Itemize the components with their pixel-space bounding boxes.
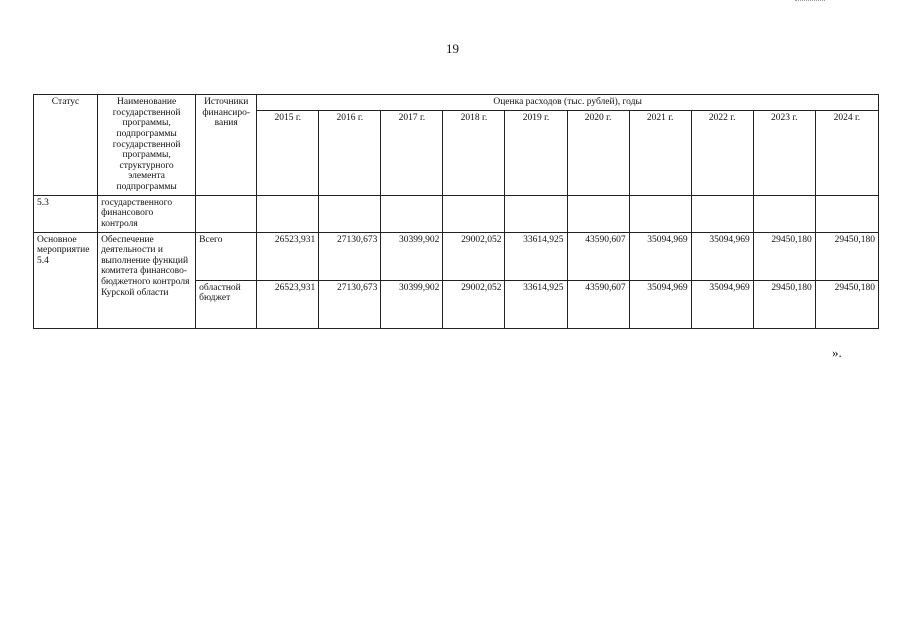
header-year: 2022 г. [691, 110, 753, 195]
value-cell: 35094,969 [691, 232, 753, 280]
table-row-5-3 [34, 195, 879, 232]
value-cell: 29002,052 [443, 280, 505, 328]
value-cell: 29450,180 [815, 232, 878, 280]
value-cell: 43590,607 [567, 232, 629, 280]
value-cell: 43590,607 [567, 280, 629, 328]
header-estimate: Оценка расходов (тыс. рублей), годы [257, 95, 879, 111]
empty-cell [381, 195, 443, 232]
header-year: 2017 г. [381, 110, 443, 195]
empty-cell [629, 195, 691, 232]
header-year: 2023 г. [753, 110, 815, 195]
value-cell: 27130,673 [319, 232, 381, 280]
header-year: 2016 г. [319, 110, 381, 195]
empty-cell [691, 195, 753, 232]
value-cell: 29450,180 [815, 280, 878, 328]
row-source: областной бюджет [196, 280, 257, 328]
value-cell: 35094,969 [691, 280, 753, 328]
value-cell: 27130,673 [319, 280, 381, 328]
header-status: Статус [34, 95, 98, 196]
empty-cell [567, 195, 629, 232]
row-name: государственного финансового контроля [98, 195, 196, 232]
header-year: 2018 г. [443, 110, 505, 195]
empty-cell [443, 195, 505, 232]
value-cell: 35094,969 [629, 232, 691, 280]
value-cell: 33614,925 [505, 280, 567, 328]
header-year: 2021 г. [629, 110, 691, 195]
value-cell: 29002,052 [443, 232, 505, 280]
row-status: 5.3 [34, 195, 98, 232]
row-status: Основное мероприятие 5.4 [34, 232, 98, 328]
header-name: Наименование государственной программы, подпрограммы государственной программы, структурного элемента подпрограммы [98, 95, 196, 196]
header-row-1 [34, 95, 879, 111]
header-year: 2020 г. [567, 110, 629, 195]
empty-cell [505, 195, 567, 232]
empty-cell [257, 195, 319, 232]
budget-table [33, 94, 879, 329]
header-year: 2019 г. [505, 110, 567, 195]
closing-quote: ». [832, 345, 842, 360]
table-row-5-4-total [34, 232, 879, 280]
value-cell: 29450,180 [753, 280, 815, 328]
row-name: Обеспечение деятельности и выполнение функций комитета финансово-бюджетного контроля Курской области [98, 232, 196, 328]
empty-cell [815, 195, 878, 232]
value-cell: 26523,931 [257, 280, 319, 328]
page-number: 19 [446, 41, 459, 56]
value-cell: 26523,931 [257, 232, 319, 280]
header-year: 2024 г. [815, 110, 878, 195]
value-cell: 30399,902 [381, 280, 443, 328]
empty-cell [753, 195, 815, 232]
empty-cell [319, 195, 381, 232]
value-cell: 35094,969 [629, 280, 691, 328]
header-year: 2015 г. [257, 110, 319, 195]
value-cell: 33614,925 [505, 232, 567, 280]
scan-mark [795, 0, 825, 2]
header-source: Источники финансиро-вания [196, 95, 257, 196]
empty-cell [196, 195, 257, 232]
value-cell: 30399,902 [381, 232, 443, 280]
value-cell: 29450,180 [753, 232, 815, 280]
row-source: Всего [196, 232, 257, 280]
